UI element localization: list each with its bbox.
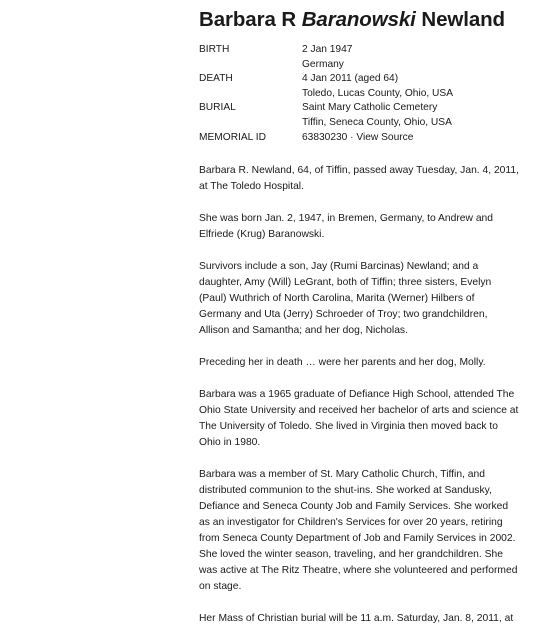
memorial-name [199,6,519,34]
memorial-id-label: MEMORIAL ID [199,131,266,143]
birth-values [302,43,519,72]
birth-date: 2 Jan 1947 [302,44,353,55]
burial-cemetery-link[interactable]: Saint Mary Catholic Cemetery [302,102,438,114]
birth-place: Germany [302,58,344,70]
burial-values [302,101,519,130]
burial-row [199,101,519,130]
death-place: Toledo, Lucas County, Ohio, USA [302,87,454,99]
memorial-id-line [302,131,519,146]
birth-row [199,43,519,72]
bio-paragraph: Survivors include a son, Jay (Rumi Barcinas) Newland; and a daughter, Amy (Will) LeGrant, both of Tiffin; three sisters, Evelyn (Paul) Wuthrich of North Carolina, Marita (Werner) Hilbers of Germany and Uta (Jerry) Schroeder of Troy; two grandchildren, Allison and Samantha; and her dog, Nicholas. [199,261,492,337]
bio-paragraph: Her Mass of Christian burial will be 11 a.m. Saturday, Jan. 8, 2011, at [199,613,514,625]
memorial-id-values [302,131,519,146]
name-first: Barbara R [199,8,297,31]
burial-label: BURIAL [199,102,236,114]
death-row [199,72,519,101]
birth-label: BIRTH [199,44,230,55]
burial-place: Tiffin, Seneca County, Ohio, USA [302,116,452,128]
memorial-id-separator: · [347,131,357,143]
memorial-id-row [199,131,519,146]
biography [199,163,519,627]
name-last: Newland [421,8,505,31]
death-values [302,72,519,101]
memorial [199,6,519,643]
bio-paragraph: Preceding her in death … were her parents and her dog, Molly. [199,357,486,369]
death-label: DEATH [199,73,233,85]
bio-paragraph: She was born Jan. 2, 1947, in Bremen, Germany, to Andrew and Elfriede (Krug) Baranowski. [199,213,494,241]
death-date: 4 Jan 2011 (aged 64) [302,73,399,85]
view-source-link[interactable]: View Source [356,131,414,143]
bio-paragraph: Barbara R. Newland, 64, of Tiffin, passed away Tuesday, Jan. 4, 2011, at The Toledo Hospital. [199,165,519,193]
bio-paragraph: Barbara was a 1965 graduate of Defiance High School, attended The Ohio State University and received her bachelor of arts and science at The University of Toledo. She lived in Virginia then moved back to Ohio in 1980. [199,389,519,449]
memorial-facts [199,43,519,145]
name-maiden: Baranowski [301,8,416,31]
bio-paragraph: Barbara was a member of St. Mary Catholic Church, Tiffin, and distributed communion to the shut-ins. She worked at Sandusky, Defiance and Seneca County Job and Family Services. She worked as an investigator for Children's Services for over 20 years, retiring from Seneca County Department of Job and Family Services in 2002. She loved the winter season, traveling, and her grandchildren. She was active at The Ritz Theatre, where she volunteered and performed on stage. [199,469,518,593]
memorial-id-value: 63830230 [302,131,348,143]
